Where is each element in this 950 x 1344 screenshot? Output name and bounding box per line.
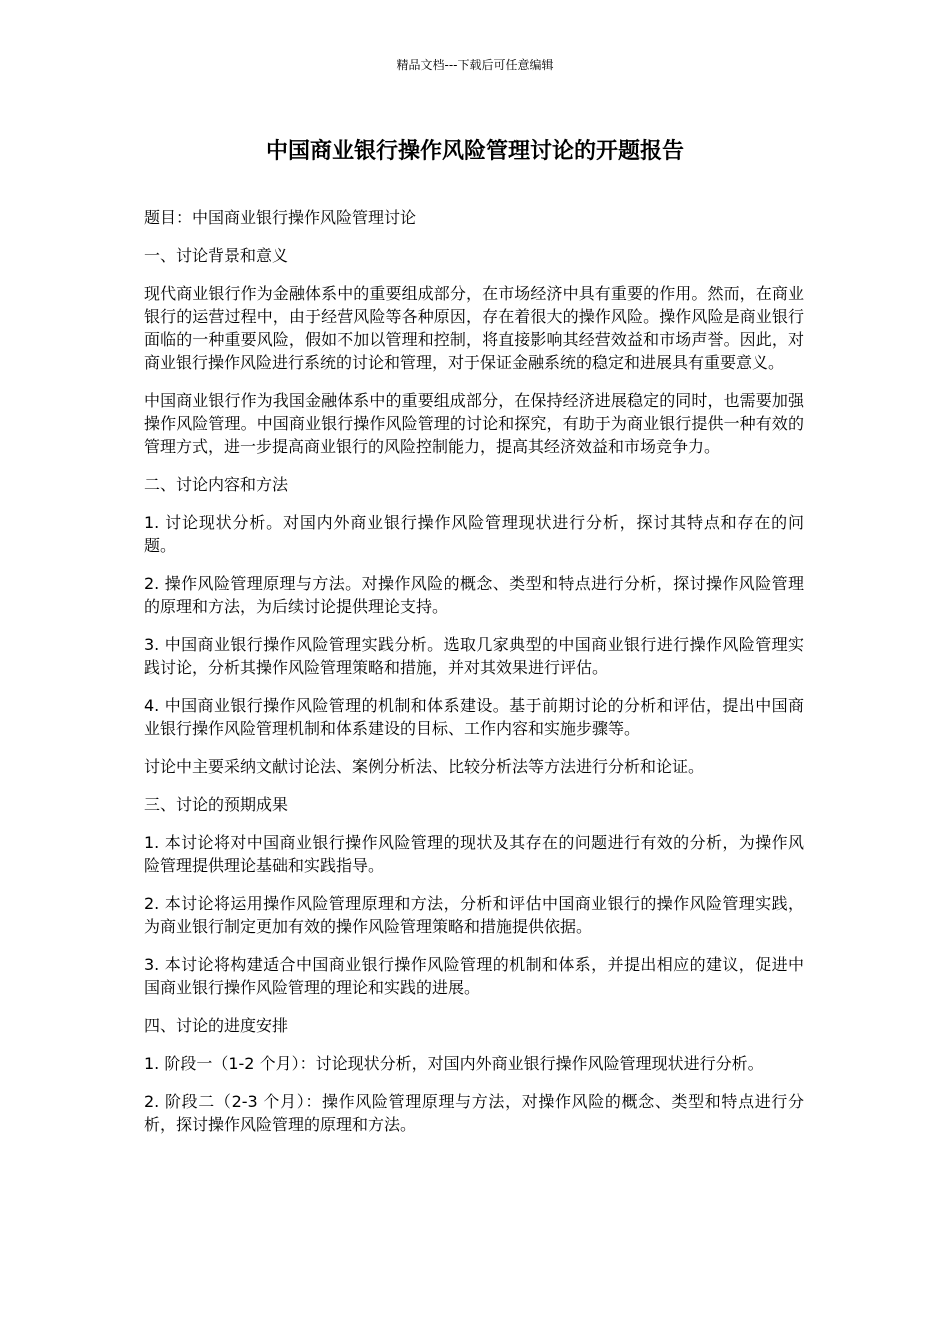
document-body [144, 206, 804, 1151]
list-item: 1. 阶段一（1-2 个月）：讨论现状分析，对国内外商业银行操作风险管理现状进行分析。 [144, 1054, 764, 1073]
section-heading-content-method: 二、讨论内容和方法 [144, 475, 289, 494]
section-heading-expected-results: 三、讨论的预期成果 [144, 795, 289, 814]
document-title: 中国商业银行操作风险管理讨论的开题报告 [265, 139, 684, 164]
section-heading-schedule: 四、讨论的进度安排 [144, 1016, 289, 1035]
page-header: 精品文档---下载后可任意编辑 [396, 58, 554, 72]
body-paragraph: 讨论中主要采纳文献讨论法、案例分析法、比较分析法等方法进行分析和论证。 [144, 757, 705, 776]
list-item: 2. 本讨论将运用操作风险管理原理和方法，分析和评估中国商业银行的操作风险管理实践，为商业银行制定更加有效的操作风险管理策略和措施提供依据。 [144, 894, 804, 936]
body-paragraph: 中国商业银行作为我国金融体系中的重要组成部分，在保持经济进展稳定的同时，也需要加强操作风险管理。中国商业银行操作风险管理的讨论和探究，有助于为商业银行提供一种有效的管理方式，进一步提高商业银行的风险控制能力，提高其经济效益和市场竞争力。 [144, 391, 804, 456]
list-item: 2. 阶段二（2-3 个月）：操作风险管理原理与方法，对操作风险的概念、类型和特点进行分析，探讨操作风险管理的原理和方法。 [144, 1092, 804, 1134]
list-item: 3. 中国商业银行操作风险管理实践分析。选取几家典型的中国商业银行进行操作风险管理实践讨论，分析其操作风险管理策略和措施，并对其效果进行评估。 [144, 635, 804, 677]
list-item: 3. 本讨论将构建适合中国商业银行操作风险管理的机制和体系，并提出相应的建议，促进中国商业银行操作风险管理的理论和实践的进展。 [144, 955, 804, 997]
list-item: 4. 中国商业银行操作风险管理的机制和体系建设。基于前期讨论的分析和评估，提出中国商业银行操作风险管理机制和体系建设的目标、工作内容和实施步骤等。 [144, 696, 804, 738]
list-item: 1. 本讨论将对中国商业银行操作风险管理的现状及其存在的问题进行有效的分析，为操作风险管理提供理论基础和实践指导。 [144, 833, 804, 875]
body-paragraph: 现代商业银行作为金融体系中的重要组成部分，在市场经济中具有重要的作用。然而，在商业银行的运营过程中，由于经营风险等各种原因，存在着很大的操作风险。操作风险是商业银行面临的一种重要风险，假如不加以管理和控制，将直接影响其经营效益和市场声誉。因此，对商业银行操作风险进行系统的讨论和管理，对于保证金融系统的稳定和进展具有重要意义。 [144, 284, 804, 372]
topic-line: 题目：中国商业银行操作风险管理讨论 [144, 208, 417, 227]
section-heading-background: 一、讨论背景和意义 [144, 246, 289, 265]
list-item: 1. 讨论现状分析。对国内外商业银行操作风险管理现状进行分析，探讨其特点和存在的问题。 [144, 513, 804, 555]
list-item: 2. 操作风险管理原理与方法。对操作风险的概念、类型和特点进行分析，探讨操作风险管理的原理和方法，为后续讨论提供理论支持。 [144, 574, 804, 616]
